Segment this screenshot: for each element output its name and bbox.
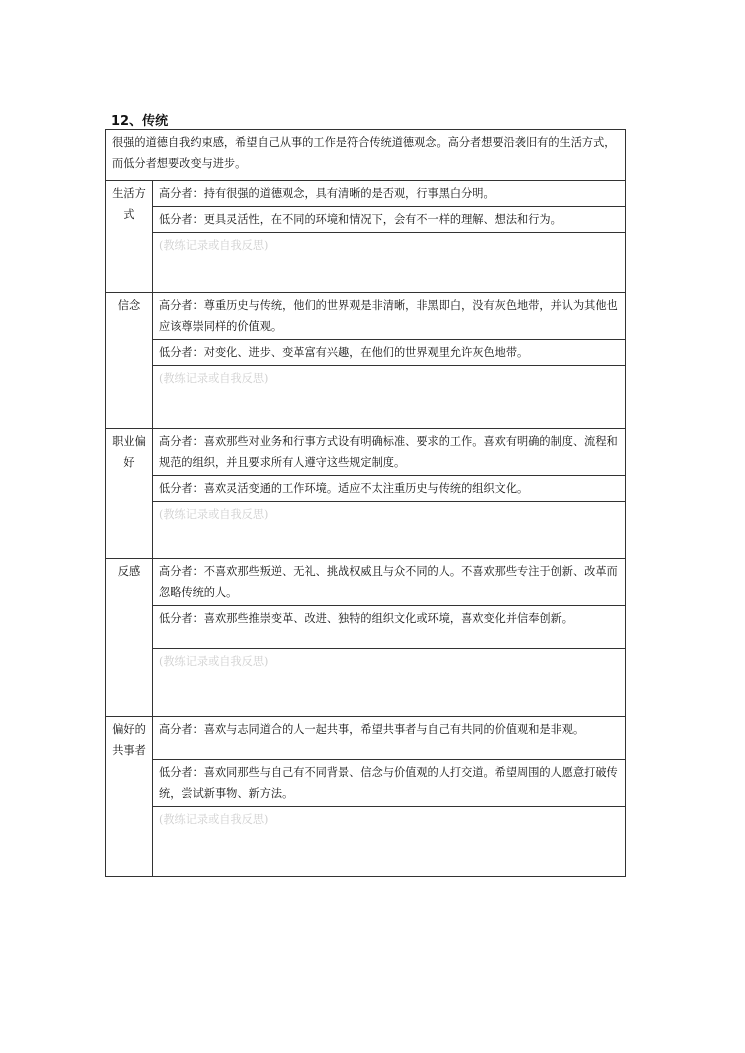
high-score-text: 高分者：喜欢与志同道合的人一起共事，希望共事者与自己有共同的价值观和是非观。: [153, 717, 626, 760]
table-row: [106, 606, 626, 649]
table-row: [106, 649, 626, 717]
table-row: [106, 233, 626, 293]
row-label: 反感: [106, 559, 153, 717]
intro-text: 很强的道德自我约束感，希望自己从事的工作是符合传统道德观念。高分者想要沿袭旧有的生活方式，而低分者想要改变与进步。: [106, 130, 626, 181]
traits-table: [105, 129, 626, 877]
high-score-text: 高分者：尊重历史与传统，他们的世界观是非清晰，非黑即白，没有灰色地带，并认为其他也应该尊崇同样的价值观。: [153, 293, 626, 340]
table-row: [106, 717, 626, 760]
low-score-text: 低分者：喜欢同那些与自己有不同背景、信念与价值观的人打交道。希望周围的人愿意打破传统，尝试新事物、新方法。: [153, 760, 626, 807]
low-score-text: 低分者：喜欢那些推崇变革、改进、独特的组织文化或环境，喜欢变化并信奉创新。: [153, 606, 626, 649]
low-score-text: 低分者：喜欢灵活变通的工作环境。适应不太注重历史与传统的组织文化。: [153, 476, 626, 502]
table-row: [106, 181, 626, 207]
row-label: 生活方式: [106, 181, 153, 293]
notes-area[interactable]: (教练记录或自我反思): [153, 366, 626, 429]
table-row: [106, 807, 626, 877]
table-row: [106, 366, 626, 429]
table-row: [106, 340, 626, 366]
table-row: [106, 559, 626, 606]
low-score-text: 低分者：更具灵活性，在不同的环境和情况下，会有不一样的理解、想法和行为。: [153, 207, 626, 233]
notes-area[interactable]: (教练记录或自我反思): [153, 233, 626, 293]
table-row: [106, 429, 626, 476]
section-title: 12、传统: [111, 114, 169, 129]
row-label: 偏好的共事者: [106, 717, 153, 877]
table-row: [106, 293, 626, 340]
notes-area[interactable]: (教练记录或自我反思): [153, 807, 626, 877]
table-row: [106, 502, 626, 559]
notes-area[interactable]: (教练记录或自我反思): [153, 502, 626, 559]
row-label: 信念: [106, 293, 153, 429]
high-score-text: 高分者：持有很强的道德观念，具有清晰的是否观，行事黑白分明。: [153, 181, 626, 207]
notes-area[interactable]: (教练记录或自我反思): [153, 649, 626, 717]
table-row: [106, 476, 626, 502]
high-score-text: 高分者：不喜欢那些叛逆、无礼、挑战权威且与众不同的人。不喜欢那些专注于创新、改革而忽略传统的人。: [153, 559, 626, 606]
table-row: [106, 760, 626, 807]
table-row: [106, 207, 626, 233]
intro-row: [106, 130, 626, 181]
row-label: 职业偏好: [106, 429, 153, 559]
high-score-text: 高分者：喜欢那些对业务和行事方式设有明确标准、要求的工作。喜欢有明确的制度、流程和规范的组织，并且要求所有人遵守这些规定制度。: [153, 429, 626, 476]
low-score-text: 低分者：对变化、进步、变革富有兴趣，在他们的世界观里允许灰色地带。: [153, 340, 626, 366]
